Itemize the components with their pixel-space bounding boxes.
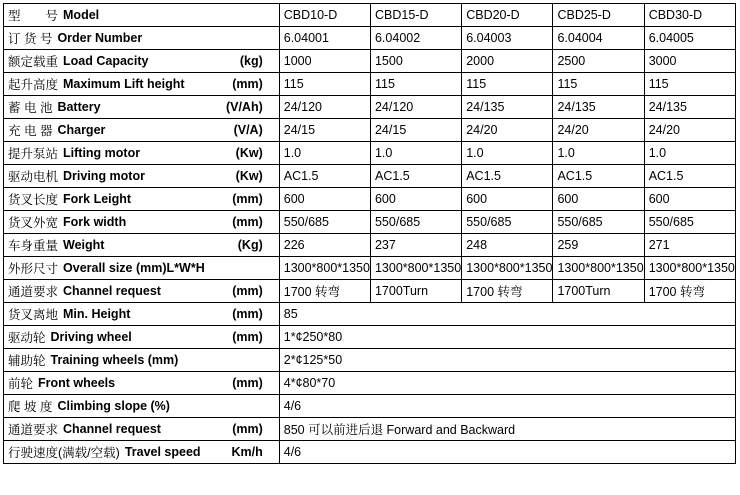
table-row <box>4 142 736 165</box>
row-value-cell: 248 <box>462 234 553 257</box>
row-label-cn: 提升泵站 <box>8 147 59 161</box>
row-value-cell: 115 <box>553 73 644 96</box>
row-value-cell: 850 可以前进后退 Forward and Backward <box>279 418 735 441</box>
table-row <box>4 4 736 27</box>
row-value-cell: CBD20-D <box>462 4 553 27</box>
row-label-unit: (mm) <box>232 376 263 390</box>
table-row <box>4 27 736 50</box>
row-label-cn: 行驶速度(满载/空载) <box>8 446 120 460</box>
row-label-cn: 通道要求 <box>8 285 59 299</box>
row-value-cell: 85 <box>279 303 735 326</box>
row-value-cell: 24/20 <box>553 119 644 142</box>
row-value-cell: 600 <box>553 188 644 211</box>
table-row <box>4 395 736 418</box>
row-label-en: Lifting motor <box>63 146 141 160</box>
row-value-cell: CBD15-D <box>370 4 461 27</box>
row-value-cell: 1700Turn <box>370 280 461 303</box>
row-label-cn: 车身重量 <box>8 239 59 253</box>
row-label-en: Load Capacity <box>63 54 149 68</box>
row-value-cell: 1300*800*1350 <box>553 257 644 280</box>
row-label-cell <box>4 50 280 73</box>
row-value-cell: 24/120 <box>370 96 461 119</box>
row-value-cell: 550/685 <box>553 211 644 234</box>
row-label-en: Fork width <box>63 215 127 229</box>
row-label-cn: 货叉长度 <box>8 193 59 207</box>
row-value-cell: 1300*800*1350 <box>370 257 461 280</box>
row-label-en: Front wheels <box>38 376 116 390</box>
row-value-cell: 1*¢250*80 <box>279 326 735 349</box>
row-value-cell: 3000 <box>644 50 735 73</box>
row-label-unit: Km/h <box>231 445 263 459</box>
table-row <box>4 234 736 257</box>
row-label-cell <box>4 234 280 257</box>
row-label-cn: 充 电 器 <box>8 124 53 138</box>
row-value-cell: 237 <box>370 234 461 257</box>
row-label-en: Model <box>63 8 100 22</box>
row-value-cell: 1.0 <box>370 142 461 165</box>
row-label-unit: (mm) <box>232 77 263 91</box>
row-value-cell: 550/685 <box>462 211 553 234</box>
row-label-en: Maximum Lift height <box>63 77 185 91</box>
row-value-cell: CBD25-D <box>553 4 644 27</box>
row-label-cn: 通道要求 <box>8 423 59 437</box>
row-label-cell <box>4 326 280 349</box>
row-value-cell: 550/685 <box>644 211 735 234</box>
row-label-en: Driving wheel <box>50 330 132 344</box>
row-value-cell: 24/20 <box>462 119 553 142</box>
table-row <box>4 73 736 96</box>
row-label-cell <box>4 395 280 418</box>
row-value-cell: 1700Turn <box>553 280 644 303</box>
row-label-cn: 型 号 <box>8 9 59 23</box>
row-label-unit: (mm) <box>232 284 263 298</box>
row-label-cell <box>4 441 280 464</box>
row-label-cn: 前轮 <box>8 377 34 391</box>
row-value-cell: 226 <box>279 234 370 257</box>
row-label-unit: (V/Ah) <box>225 100 263 114</box>
row-label-en: Channel request <box>63 284 161 298</box>
row-label-en: Driving motor <box>63 169 145 183</box>
row-label-en: Climbing slope (%) <box>57 399 170 413</box>
row-value-cell: 1.0 <box>279 142 370 165</box>
row-label-cn: 订 货 号 <box>8 32 53 46</box>
row-value-cell: AC1.5 <box>279 165 370 188</box>
row-value-cell: 1700 转弯 <box>644 280 735 303</box>
table-row <box>4 441 736 464</box>
row-label-en: Weight <box>63 238 105 252</box>
table-row <box>4 50 736 73</box>
row-value-cell: 24/135 <box>644 96 735 119</box>
row-label-unit: (mm) <box>232 192 263 206</box>
row-label-unit: (V/A) <box>233 123 263 137</box>
row-label-en: Channel request <box>63 422 161 436</box>
row-value-cell: 600 <box>279 188 370 211</box>
row-value-cell: 115 <box>644 73 735 96</box>
row-value-cell: 6.04003 <box>462 27 553 50</box>
row-value-cell: 1700 转弯 <box>462 280 553 303</box>
row-label-cn: 驱动电机 <box>8 170 59 184</box>
table-row <box>4 418 736 441</box>
row-value-cell: 4*¢80*70 <box>279 372 735 395</box>
table-row <box>4 119 736 142</box>
table-row <box>4 303 736 326</box>
row-value-cell: 6.04004 <box>553 27 644 50</box>
row-value-cell: 24/135 <box>553 96 644 119</box>
row-label-cell <box>4 165 280 188</box>
row-label-cell <box>4 188 280 211</box>
row-label-cell <box>4 96 280 119</box>
row-label-cell <box>4 257 280 280</box>
row-label-en: Charger <box>57 123 106 137</box>
row-value-cell: 1700 转弯 <box>279 280 370 303</box>
row-value-cell: 271 <box>644 234 735 257</box>
row-value-cell: AC1.5 <box>644 165 735 188</box>
row-value-cell: 1300*800*1350 <box>462 257 553 280</box>
row-value-cell: 24/135 <box>462 96 553 119</box>
row-label-unit: (mm) <box>232 307 263 321</box>
table-row <box>4 326 736 349</box>
row-value-cell: 2500 <box>553 50 644 73</box>
table-row <box>4 165 736 188</box>
row-value-cell: 1000 <box>279 50 370 73</box>
row-label-cn: 爬 坡 度 <box>8 400 53 414</box>
row-value-cell: AC1.5 <box>553 165 644 188</box>
row-label-cn: 额定载重 <box>8 55 59 69</box>
row-value-cell: 1500 <box>370 50 461 73</box>
row-label-unit: (mm) <box>232 422 263 436</box>
row-label-cell <box>4 349 280 372</box>
row-label-cell <box>4 418 280 441</box>
row-label-unit: (mm) <box>232 330 263 344</box>
row-value-cell: AC1.5 <box>370 165 461 188</box>
row-value-cell: 600 <box>462 188 553 211</box>
row-value-cell: 115 <box>370 73 461 96</box>
row-value-cell: 4/6 <box>279 441 735 464</box>
table-row <box>4 211 736 234</box>
row-label-unit: (Kw) <box>235 146 263 160</box>
row-label-en: Order Number <box>57 31 143 45</box>
row-value-cell: CBD10-D <box>279 4 370 27</box>
row-label-en: Battery <box>57 100 101 114</box>
table-row <box>4 349 736 372</box>
row-value-cell: 1300*800*1350 <box>279 257 370 280</box>
row-label-cn: 货叉离地 <box>8 308 59 322</box>
row-value-cell: 259 <box>553 234 644 257</box>
row-label-cn: 起升高度 <box>8 78 59 92</box>
row-value-cell: 1.0 <box>462 142 553 165</box>
row-value-cell: 1300*800*1350 <box>644 257 735 280</box>
row-label-cell <box>4 4 280 27</box>
row-label-cell <box>4 27 280 50</box>
row-label-en: Overall size (mm)L*W*H <box>63 261 205 275</box>
row-label-cell <box>4 119 280 142</box>
row-value-cell: 600 <box>370 188 461 211</box>
row-value-cell: 2*¢125*50 <box>279 349 735 372</box>
row-value-cell: 1.0 <box>644 142 735 165</box>
table-row <box>4 280 736 303</box>
row-label-unit: (kg) <box>239 54 263 68</box>
row-label-cell <box>4 211 280 234</box>
specification-table <box>3 3 736 464</box>
row-value-cell: 24/15 <box>279 119 370 142</box>
table-row <box>4 96 736 119</box>
row-label-cell <box>4 372 280 395</box>
row-label-cell <box>4 142 280 165</box>
row-value-cell: 6.04002 <box>370 27 461 50</box>
table-row <box>4 257 736 280</box>
row-value-cell: AC1.5 <box>462 165 553 188</box>
row-value-cell: 2000 <box>462 50 553 73</box>
row-label-en: Training wheels (mm) <box>50 353 179 367</box>
row-value-cell: 24/20 <box>644 119 735 142</box>
row-value-cell: 550/685 <box>370 211 461 234</box>
row-value-cell: 6.04005 <box>644 27 735 50</box>
row-label-cn: 辅助轮 <box>8 354 46 368</box>
table-row <box>4 188 736 211</box>
row-value-cell: 115 <box>462 73 553 96</box>
row-label-cell <box>4 303 280 326</box>
row-value-cell: 550/685 <box>279 211 370 234</box>
row-label-en: Min. Height <box>63 307 131 321</box>
row-label-unit: (mm) <box>232 215 263 229</box>
row-value-cell: 24/120 <box>279 96 370 119</box>
row-label-cn: 外形尺寸 <box>8 262 59 276</box>
row-value-cell: 4/6 <box>279 395 735 418</box>
row-label-cell <box>4 280 280 303</box>
row-label-en: Travel speed <box>124 445 201 459</box>
row-value-cell: 1.0 <box>553 142 644 165</box>
row-value-cell: 115 <box>279 73 370 96</box>
row-value-cell: 6.04001 <box>279 27 370 50</box>
row-label-cell <box>4 73 280 96</box>
row-value-cell: 24/15 <box>370 119 461 142</box>
row-label-cn: 蓄 电 池 <box>8 101 53 115</box>
row-label-unit: (Kg) <box>237 238 263 252</box>
row-label-unit: (Kw) <box>235 169 263 183</box>
row-label-cn: 驱动轮 <box>8 331 46 345</box>
row-value-cell: CBD30-D <box>644 4 735 27</box>
table-row <box>4 372 736 395</box>
row-value-cell: 600 <box>644 188 735 211</box>
row-label-en: Fork Leight <box>63 192 132 206</box>
row-label-cn: 货叉外宽 <box>8 216 59 230</box>
